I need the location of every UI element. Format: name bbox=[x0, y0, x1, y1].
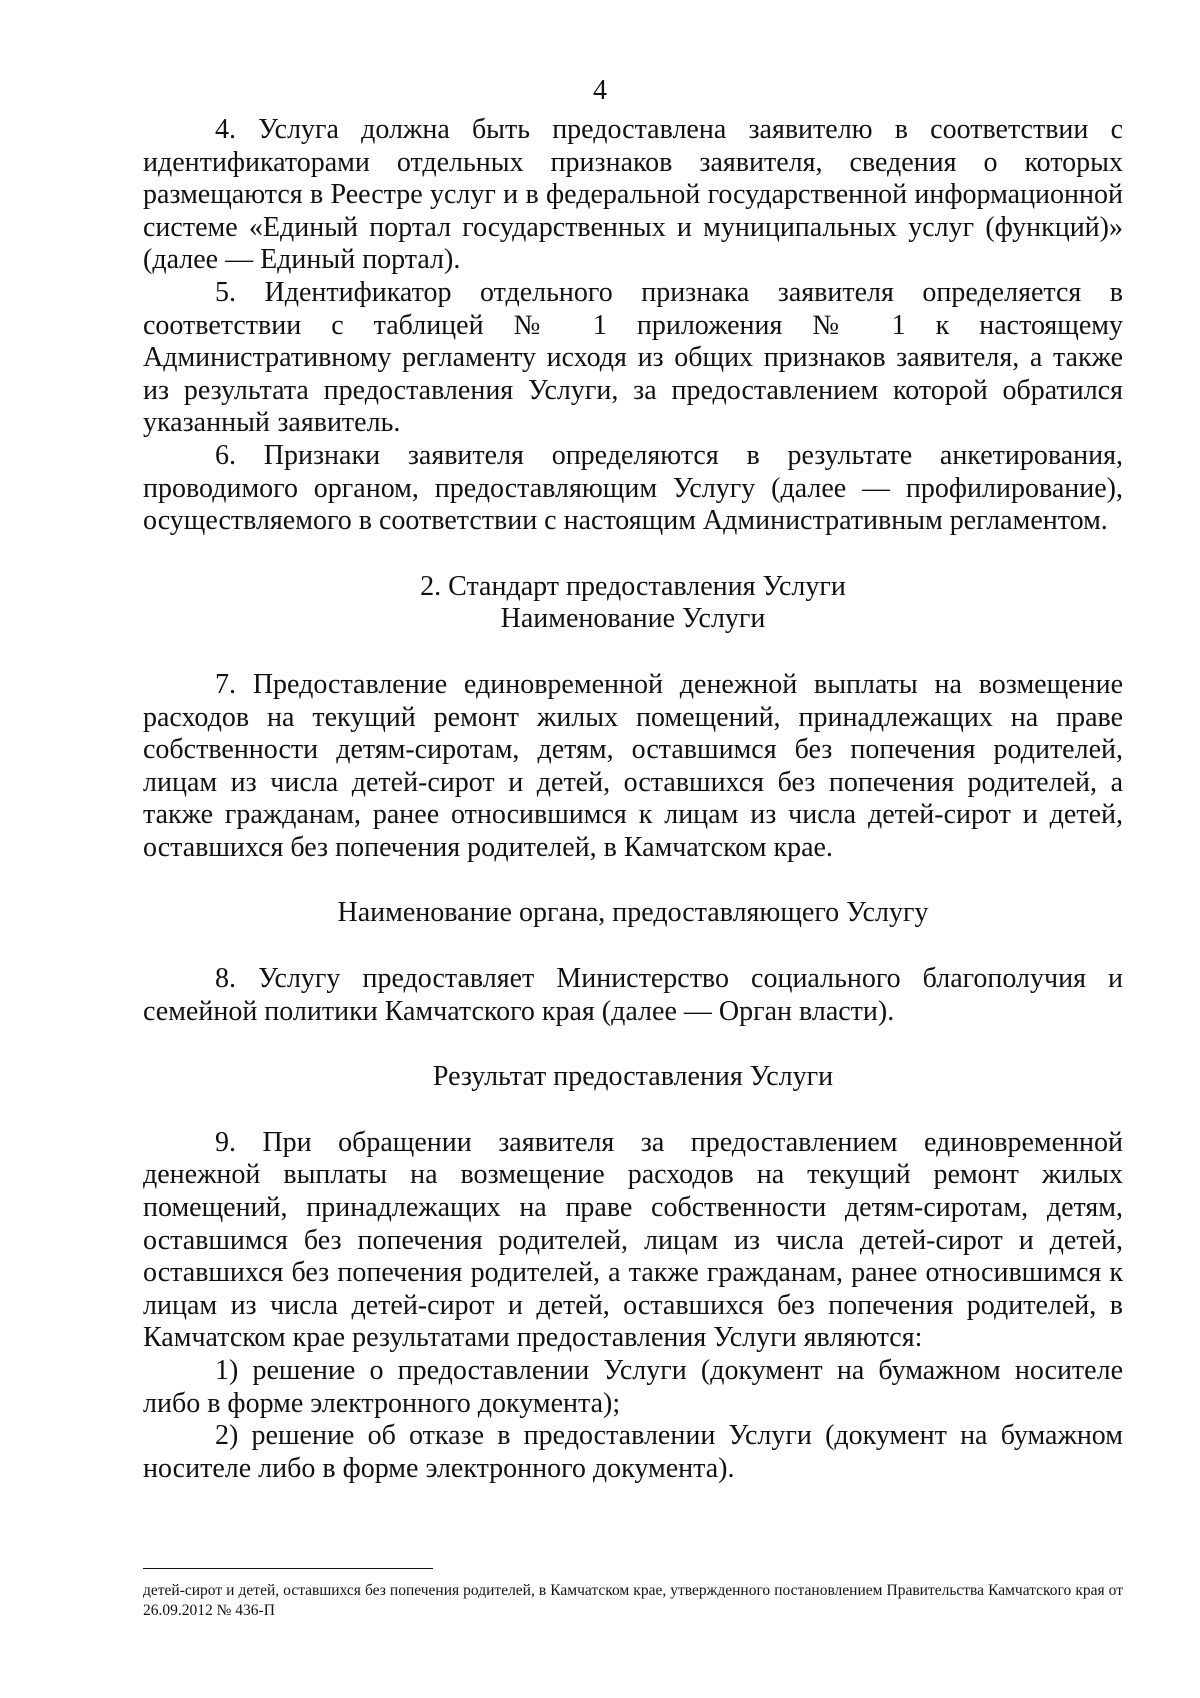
paragraph-9: 9. При обращении заявителя за предоставлением единовременной денежной выплаты на возмещение расходов на текущий ремонт жилых помещений, принадлежащих на праве собственности детям-сиротам, детям, оставшимся без попечения родителей, лицам из числа детей-сирот и детей, оставшихся без попечения родителей, а также гражданам, ранее относившимся к лицам из числа детей-сирот и детей, оставшихся без попечения родителей, в Камчатском крае результатами предоставления Услуги являются: bbox=[143, 1126, 1123, 1354]
paragraph-4: 4. Услуга должна быть предоставлена заявителю в соответствии с идентификаторами отдельных признаков заявителя, сведения о которых размещаются в Реестре услуг и в федеральной государственной информационной системе «Единый портал государственных и муниципальных услуг (функций)» (далее — Единый портал). bbox=[143, 114, 1123, 276]
result-item-1: 1) решение о предоставлении Услуги (документ на бумажном носителе либо в форме электронного документа); bbox=[143, 1355, 1123, 1419]
footnote-area bbox=[143, 1568, 1123, 1621]
paragraph-7: 7. Предоставление единовременной денежной выплаты на возмещение расходов на текущий ремонт жилых помещений, принадлежащих на праве собственности детям-сиротам, детям, оставшимся без попечения родителей, лицам из числа детей-сирот и детей, оставшихся без попечения родителей, а также гражданам, ранее относившимся к лицам из числа детей-сирот и детей, оставшихся без попечения родителей, в Камчатском крае. bbox=[143, 668, 1123, 863]
paragraph-8: 8. Услугу предоставляет Министерство социального благополучия и семейной политики Камчатского края (далее — Орган власти). bbox=[143, 963, 1123, 1027]
paragraph-5: 5. Идентификатор отдельного признака заявителя определяется в соответствии с таблицей № 1 приложения № 1 к настоящему Административному регламенту исходя из общих признаков заявителя, а также из результата предоставления Услуги, за предоставлением которой обратился указанный заявитель. bbox=[143, 276, 1123, 439]
footnote-divider bbox=[143, 1568, 433, 1569]
document-body bbox=[143, 114, 1123, 1485]
paragraph-6: 6. Признаки заявителя определяются в результате анкетирования, проводимого органом, предоставляющим Услугу (далее — профилирование), осуществляемого в соответствии с настоящим Административным регламентом. bbox=[143, 439, 1123, 537]
section-subtitle: Наименование Услуги bbox=[500, 603, 766, 635]
section-title: 2. Стандарт предоставления Услуги bbox=[420, 570, 846, 602]
footnote-text: детей-сирот и детей, оставшихся без попечения родителей, в Камчатском крае, утвержденного постановлением Правительства Камчатского края от 26.09.2012 № 436-П bbox=[143, 1582, 1123, 1619]
result-item-2: 2) решение об отказе в предоставлении Услуги (документ на бумажном носителе либо в форме электронного документа). bbox=[143, 1420, 1123, 1484]
heading-organ: Наименование органа, предоставляющего Услугу bbox=[337, 897, 929, 929]
page-number: 4 bbox=[593, 75, 607, 106]
heading-result: Результат предоставления Услуги bbox=[432, 1061, 834, 1093]
